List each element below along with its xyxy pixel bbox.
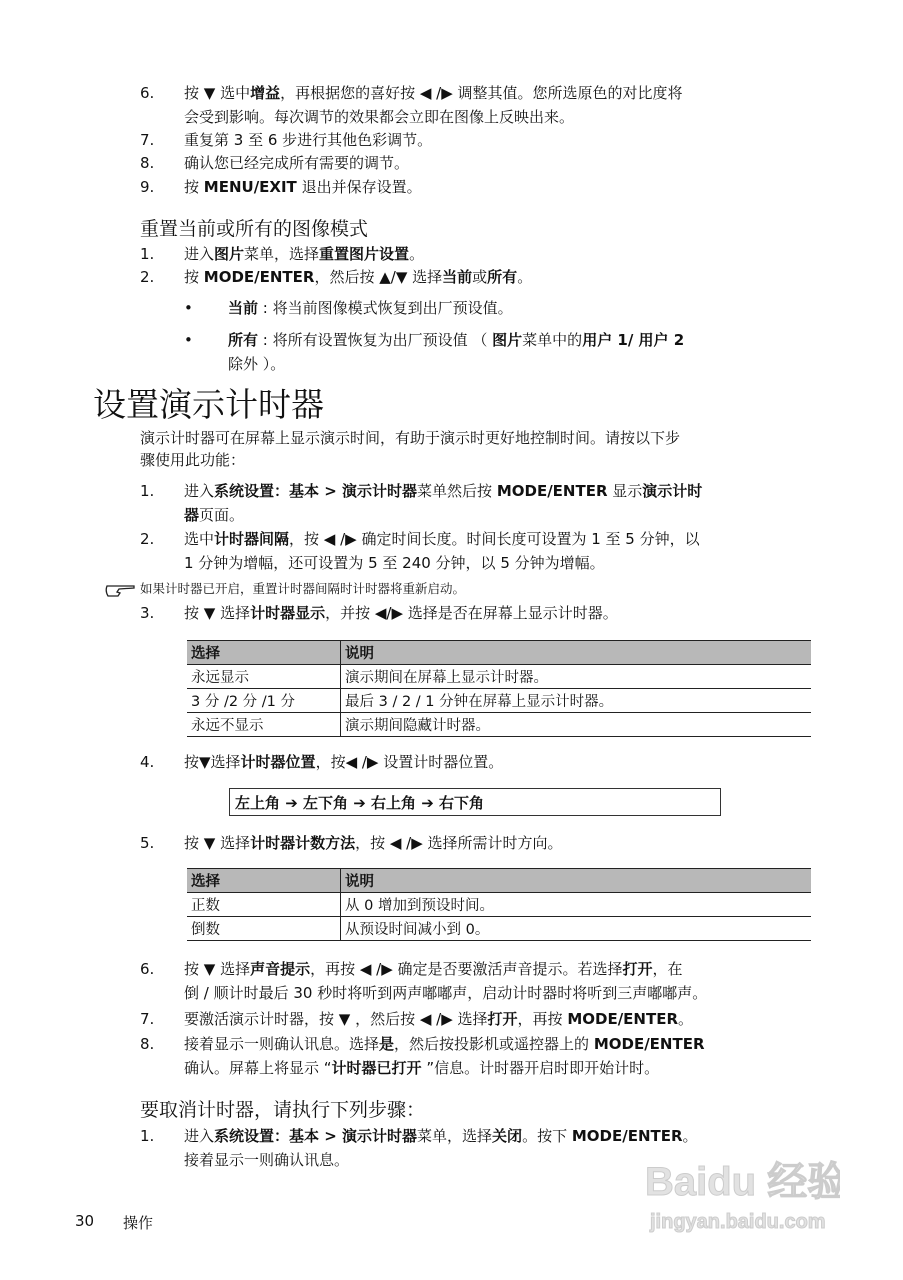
- text: 进入: [184, 245, 215, 263]
- text-line: [184, 505, 244, 525]
- bold-text: 打开: [487, 1010, 518, 1028]
- text-line: [184, 83, 683, 103]
- intro-line: 骤使用此功能：: [140, 451, 246, 469]
- text: : 将所有设置恢复为出厂预设值 （: [258, 331, 493, 349]
- text: 或: [472, 268, 488, 286]
- text-line: [184, 959, 683, 979]
- bold-text: 图片: [214, 245, 245, 263]
- table-cell: 从 0 增加到预设时间。: [341, 893, 812, 917]
- text-line: [184, 553, 605, 573]
- text: ，再根据您的喜好按 ◀ /▶ 调整其值。您所选原色的对比度将: [280, 84, 683, 102]
- text: 按 ▼ 选择: [184, 960, 251, 978]
- hand-pointer-icon: [104, 583, 138, 599]
- bold-text: 计时器位置: [240, 753, 316, 771]
- text: 。: [682, 1127, 698, 1145]
- text: 重复第 3 至 6 步进行其他色彩调节。: [184, 131, 433, 149]
- text: ，按 ◀ /▶ 选择所需计时方向。: [355, 834, 563, 852]
- bold-text: 当前: [442, 268, 473, 286]
- step-number: 2.: [140, 530, 155, 548]
- bold-text: 打开: [622, 960, 653, 978]
- bold-text: 关闭: [492, 1127, 523, 1145]
- text: 按: [184, 178, 204, 196]
- text-line: [184, 153, 409, 173]
- bold-text: 计时器显示: [250, 604, 326, 622]
- text: 显示: [607, 482, 643, 500]
- bold-text: 图片: [492, 331, 523, 349]
- text: ，然后按 ▲/▼ 选择: [314, 268, 443, 286]
- text: 退出并保存设置。: [296, 178, 422, 196]
- text-line: [228, 298, 513, 318]
- baidu-watermark: [640, 1150, 840, 1244]
- table-cell: 3 分 /2 分 /1 分: [187, 689, 341, 713]
- bold-text: 重置图片设置: [319, 245, 410, 263]
- bold-text: 计时器计数方法: [250, 834, 356, 852]
- table-cell: 倒数: [187, 917, 341, 941]
- bold-text: MODE/ENTER: [593, 1035, 705, 1053]
- text: 倒 / 顺计时最后 30 秒时将听到两声嘟嘟声，启动计时器时将听到三声嘟嘟声。: [184, 984, 708, 1002]
- text-line: [228, 330, 684, 350]
- text: 菜单然后按: [417, 482, 497, 500]
- text: 按 ▼ 选择: [184, 604, 251, 622]
- timer-count-table: [187, 868, 811, 941]
- text: 会受到影响。每次调节的效果都会立即在图像上反映出来。: [184, 108, 575, 126]
- text: 菜单，选择: [244, 245, 320, 263]
- step-number: 6.: [140, 84, 155, 102]
- step-number: 3.: [140, 604, 155, 622]
- text: 。按下: [522, 1127, 572, 1145]
- bold-text: 声音提示: [250, 960, 311, 978]
- step-number: 7.: [140, 1010, 155, 1028]
- svg-text:Baidu 经验: Baidu 经验: [645, 1160, 840, 1204]
- table-cell: 最后 3 / 2 / 1 分钟在屏幕上显示计时器。: [341, 689, 812, 713]
- text-line: [184, 177, 422, 197]
- table-header: [187, 869, 811, 893]
- text-line: [184, 267, 532, 287]
- text: 。: [678, 1010, 694, 1028]
- table-cell: 演示期间隐藏计时器。: [341, 713, 812, 737]
- table-row: [187, 689, 811, 713]
- text: 进入: [184, 1127, 215, 1145]
- text-line: [184, 244, 424, 264]
- bold-text: 增益: [250, 84, 281, 102]
- text: ，在: [652, 960, 683, 978]
- bold-text: MODE/ENTER: [203, 268, 315, 286]
- bold-text: 计时器间隔: [214, 530, 290, 548]
- text: ，然后按投影机或遥控器上的: [394, 1035, 594, 1053]
- bullet: •: [184, 331, 193, 349]
- text: 确认。屏幕上将显示 “: [184, 1059, 332, 1077]
- bold-text: 用户 1/ 用户 2: [582, 331, 685, 349]
- text-line: [184, 529, 700, 549]
- column-header: 说明: [341, 869, 812, 893]
- text-line: [184, 833, 563, 853]
- timer-position-sequence: 左上角 ➔ 左下角 ➔ 右上角 ➔ 右下角: [229, 788, 721, 816]
- text: 按▼选择: [184, 753, 241, 771]
- step-number: 9.: [140, 178, 155, 196]
- table-header: [187, 641, 811, 665]
- page-title: 设置演示计时器: [93, 385, 324, 424]
- footer-section: 操作: [123, 1214, 154, 1232]
- text: 进入: [184, 482, 215, 500]
- step-number: 8.: [140, 154, 155, 172]
- bold-text: 当前: [228, 299, 259, 317]
- text: 要激活演示计时器，按 ▼ ，然后按 ◀ /▶ 选择: [184, 1010, 488, 1028]
- bold-text: MODE/ENTER: [567, 1010, 678, 1028]
- step-number: 1.: [140, 245, 155, 263]
- text: ，按◀ /▶ 设置计时器位置。: [315, 753, 504, 771]
- text: 确认您已经完成所有需要的调节。: [184, 154, 410, 172]
- text: 选中: [184, 530, 215, 548]
- text-line: [184, 1126, 698, 1146]
- bold-text: MODE/ENTER: [496, 482, 608, 500]
- reset-heading: 重置当前或所有的图像模式: [140, 218, 369, 240]
- text-line: [184, 1058, 659, 1078]
- text-line: [184, 752, 503, 772]
- step-number: 4.: [140, 753, 155, 771]
- timer-display-table: [187, 640, 811, 737]
- column-header: 说明: [341, 641, 812, 665]
- text: ，再按: [517, 1010, 568, 1028]
- step-number: 1.: [140, 1127, 155, 1145]
- bold-text: 所有: [228, 331, 259, 349]
- text: ，并按 ◀/▶ 选择是否在屏幕上显示计时器。: [325, 604, 618, 622]
- page-number: 30: [75, 1212, 95, 1230]
- bold-text: MODE/ENTER: [571, 1127, 683, 1145]
- text: 。: [517, 268, 533, 286]
- bold-text: 是: [379, 1035, 395, 1053]
- table-row: [187, 713, 811, 737]
- text-line: [184, 1150, 349, 1170]
- bold-text: 所有: [487, 268, 518, 286]
- text-line: [184, 130, 432, 150]
- table-row: [187, 917, 811, 941]
- note-text: 如果计时器已开启，重置计时器间隔时计时器将重新启动。: [140, 581, 466, 596]
- step-number: 7.: [140, 131, 155, 149]
- text: 菜单，选择: [417, 1127, 493, 1145]
- text: 接着显示一则确认讯息。: [184, 1151, 350, 1169]
- text: ，按 ◀ /▶ 确定时间长度。时间长度可设置为 1 至 5 分钟，以: [289, 530, 700, 548]
- bold-text: MENU/EXIT: [203, 178, 297, 196]
- table-row: [187, 665, 811, 689]
- bold-text: 计时器已打开: [331, 1059, 422, 1077]
- step-number: 6.: [140, 960, 155, 978]
- text-line: [228, 354, 285, 374]
- step-number: 8.: [140, 1035, 155, 1053]
- column-header: 选择: [187, 641, 341, 665]
- text: 除外 ）。: [228, 355, 286, 373]
- bullet: •: [184, 299, 193, 317]
- step-number: 2.: [140, 268, 155, 286]
- text: 按 ▼ 选择: [184, 834, 251, 852]
- text: ”信息。计时器开启时即开始计时。: [421, 1059, 660, 1077]
- step-number: 5.: [140, 834, 155, 852]
- cancel-heading: 要取消计时器，请执行下列步骤：: [140, 1099, 426, 1121]
- step-number: 1.: [140, 482, 155, 500]
- text: : 将当前图像模式恢复到出厂预设值。: [258, 299, 513, 317]
- text-line: [184, 481, 702, 501]
- table-cell: 从预设时间减小到 0。: [341, 917, 812, 941]
- text: 菜单中的: [522, 331, 583, 349]
- text-line: [184, 1034, 705, 1054]
- bold-text: 演示计时: [642, 482, 703, 500]
- text: 按: [184, 268, 204, 286]
- text: 接着显示一则确认讯息。选择: [184, 1035, 380, 1053]
- table-cell: 正数: [187, 893, 341, 917]
- text-line: [184, 107, 574, 127]
- text: 1 分钟为增幅，还可设置为 5 至 240 分钟，以 5 分钟为增幅。: [184, 554, 605, 572]
- text: ，再按 ◀ /▶ 确定是否要激活声音提示。若选择: [310, 960, 623, 978]
- svg-text:jingyan.baidu.com: jingyan.baidu.com: [650, 1211, 826, 1233]
- text-line: [184, 603, 618, 623]
- table-row: [187, 893, 811, 917]
- table-cell: 永远不显示: [187, 713, 341, 737]
- intro-line: 演示计时器可在屏幕上显示演示时间，有助于演示时更好地控制时间。请按以下步: [140, 429, 681, 447]
- text-line: [184, 983, 707, 1003]
- column-header: 选择: [187, 869, 341, 893]
- table-cell: 演示期间在屏幕上显示计时器。: [341, 665, 812, 689]
- text: 按 ▼ 选中: [184, 84, 251, 102]
- bold-text: 系统设置：基本 > 演示计时器: [214, 1127, 418, 1145]
- text: 页面。: [199, 506, 245, 524]
- text-line: [184, 1009, 693, 1029]
- table-cell: 永远显示: [187, 665, 341, 689]
- bold-text: 系统设置：基本 > 演示计时器: [214, 482, 418, 500]
- bold-text: 器: [184, 506, 200, 524]
- text: 。: [409, 245, 425, 263]
